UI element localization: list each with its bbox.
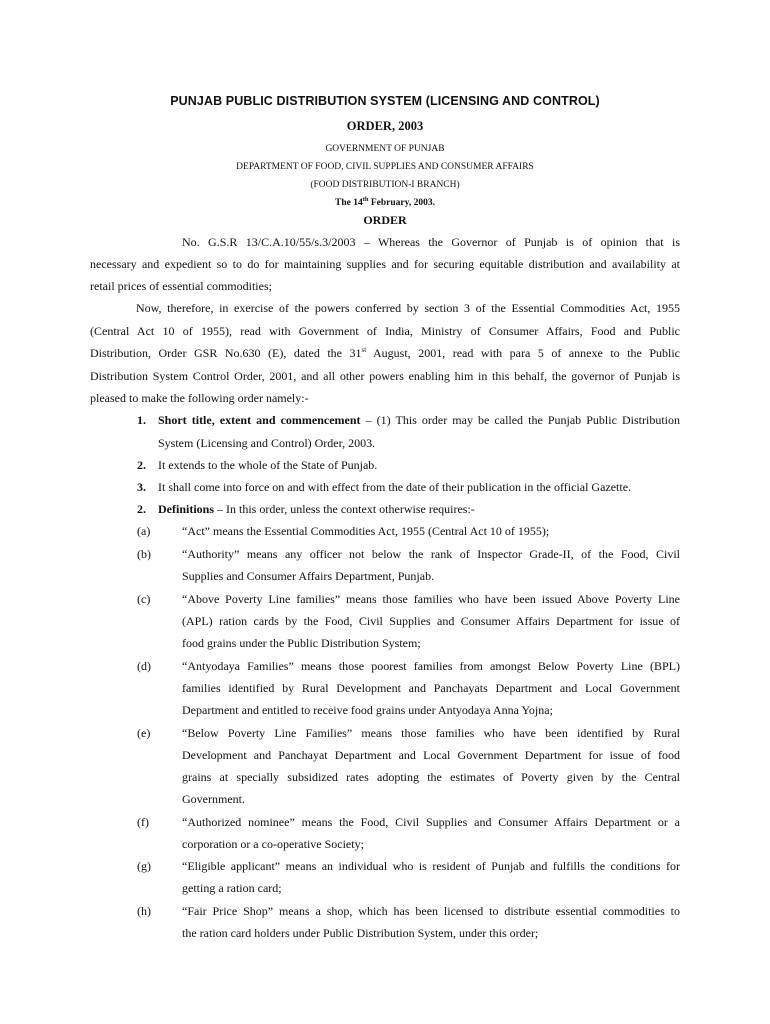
definition-line: “Above Poverty Line families” means those families who have been issued Above Poverty Line (182, 592, 680, 606)
section-number: 2. (137, 458, 146, 472)
definition-line: “Authority” means any officer not below the rank of Inspector Grade-II, of the Food, Civil (182, 547, 680, 561)
preamble-p2-line2: (Central Act 10 of 1955), read with Government of India, Ministry of Consumer Affairs, Food and Public (90, 324, 680, 338)
definition-line: Department and entitled to receive food grains under Antyodaya Anna Yojna; (182, 703, 553, 717)
definition-line: (APL) ration cards by the Food, Civil Supplies and Consumer Affairs Department for issue of (182, 614, 680, 628)
preamble-p2-line3: Distribution, Order GSR No.630 (E), dated the 31st August, 2001, read with para 5 of annexe to the Public (90, 346, 680, 360)
definition-line: “Authorized nominee” means the Food, Civil Supplies and Consumer Affairs Department or a (182, 815, 680, 829)
definition-label: (c) (137, 592, 151, 606)
definition-label: (e) (137, 726, 151, 740)
definition-label: (d) (137, 659, 151, 673)
department-line: DEPARTMENT OF FOOD, CIVIL SUPPLIES AND CONSUMER AFFAIRS (236, 162, 534, 172)
government-line: GOVERNMENT OF PUNJAB (325, 144, 445, 154)
definition-label: (g) (137, 859, 151, 873)
section-number: 3. (137, 480, 146, 494)
definition-label: (b) (137, 547, 151, 561)
definition-line: Supplies and Consumer Affairs Department, Punjab. (182, 569, 435, 583)
preamble-p2-line1: Now, therefore, in exercise of the powers conferred by section 3 of the Essential Commodities Act, 1955 (136, 301, 680, 315)
definition-label: (a) (137, 524, 151, 538)
definition-label: (h) (137, 904, 151, 918)
definition-line: families identified by Rural Development and Panchayats Department and Local Government (182, 681, 680, 695)
definition-line: “Act” means the Essential Commodities Act, 1955 (Central Act 10 of 1955); (182, 524, 550, 538)
definition-line: “Antyodaya Families” means those poorest families from amongst Below Poverty Line (BPL) (182, 659, 680, 673)
definition-line: getting a ration card; (182, 881, 282, 895)
section-number: 1. (137, 413, 146, 427)
definition-line: food grains under the Public Distribution System; (182, 636, 421, 650)
section-text: It extends to the whole of the State of Punjab. (158, 458, 378, 472)
section-text: It shall come into force on and with effect from the date of their publication in the official Gazette. (158, 480, 632, 494)
section-number: 2. (137, 502, 146, 516)
order-year-heading: ORDER, 2003 (346, 119, 424, 133)
preamble-p2-line5: pleased to make the following order namely:- (90, 391, 309, 405)
definition-line: the ration card holders under Public Distribution System, under this order; (182, 926, 539, 940)
order-label: ORDER (363, 213, 407, 227)
definition-line: corporation or a co-operative Society; (182, 837, 364, 851)
preamble-p1-line3: retail prices of essential commodities; (90, 279, 272, 293)
preamble-p2-line4: Distribution System Control Order, 2001, and all other powers enabling him in this behalf, the governor of Punjab is (90, 369, 680, 383)
branch-line: (FOOD DISTRIBUTION-I BRANCH) (310, 180, 460, 190)
order-date: The 14th February, 2003. (335, 196, 435, 209)
section-text: Definitions – In this order, unless the context otherwise requires:- (158, 502, 475, 516)
definition-label: (f) (137, 815, 149, 829)
definition-line: “Eligible applicant” means an individual who is resident of Punjab and fulfills the conditions for (182, 859, 680, 873)
definition-line: Development and Panchayat Department and Local Government Department for issue of food (182, 748, 680, 762)
definition-line: “Below Poverty Line Families” means those families who have been identified by Rural (182, 726, 680, 740)
definition-line: grains at specially subsidized rates adopting the estimates of Poverty given by the Central (182, 770, 680, 784)
preamble-p1-line1: No. G.S.R 13/C.A.10/55/s.3/2003 – Whereas the Governor of Punjab is of opinion that is (182, 235, 680, 249)
document-title: PUNJAB PUBLIC DISTRIBUTION SYSTEM (LICENSING AND CONTROL) (170, 94, 600, 108)
definition-line: “Fair Price Shop” means a shop, which has been licensed to distribute essential commodities to (182, 904, 680, 918)
section-text-cont: System (Licensing and Control) Order, 2003. (158, 436, 376, 450)
preamble-p1-line2: necessary and expedient so to do for maintaining supplies and for securing equitable distribution and availability at (90, 257, 680, 271)
definition-line: Government. (182, 792, 245, 806)
section-text: Short title, extent and commencement – (1) This order may be called the Punjab Public Distribution (158, 413, 680, 427)
